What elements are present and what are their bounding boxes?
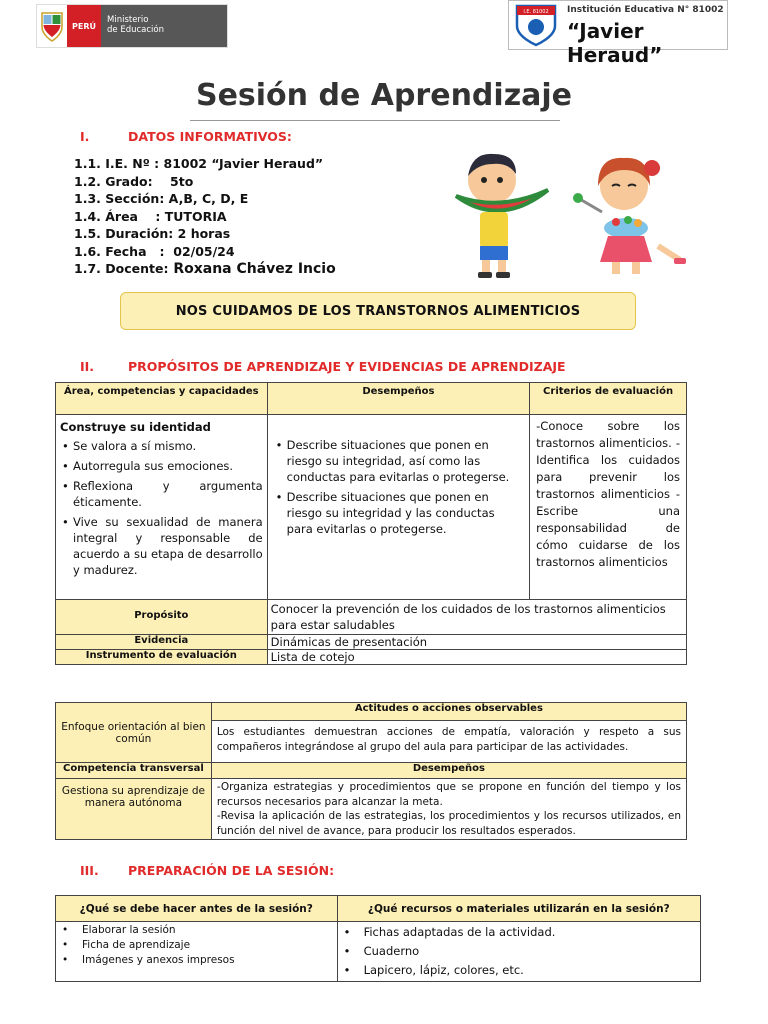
section-3-number: III. — [80, 863, 99, 878]
page-title: Sesión de Aprendizaje — [195, 78, 573, 113]
section-2-number: II. — [80, 359, 95, 374]
instrumento-label: Instrumento de evaluación — [56, 650, 268, 665]
info-grado: 1.2. Grado: 5to — [74, 173, 194, 189]
enfoque-text: Los estudiantes demuestran acciones de empatía, valoración y respeto a sus compañeros integrándose al grupo del aula para participar de las actividades. — [211, 721, 686, 763]
col-header-criterios: Criterios de evaluación — [530, 383, 687, 415]
list-item: • Se valora a sí mismo. — [60, 438, 263, 454]
col-header-desempenos: Desempeños — [267, 383, 530, 415]
proposito-value: Conocer la prevención de los cuidados de los trastornos alimenticios para estar saludables — [267, 600, 686, 635]
recursos-cell — [337, 922, 700, 982]
ministerio-line1: Ministerio — [107, 15, 149, 25]
instrumento-value: Lista de cotejo — [267, 650, 686, 665]
title-underline — [190, 120, 560, 121]
section-1-number: I. — [80, 129, 90, 144]
proposito-label: Propósito — [56, 600, 268, 635]
peru-shield-icon — [37, 5, 67, 47]
competencia-transversal: Gestiona su aprendizaje de manera autónoma — [56, 779, 212, 840]
actitudes-header: Actitudes o acciones observables — [211, 703, 686, 721]
section-1-heading — [80, 129, 292, 144]
col-header-recursos: ¿Qué recursos o materiales utilizarán en la sesión? — [337, 896, 700, 922]
info-duracion: 1.5. Duración: 2 horas — [74, 226, 231, 241]
section-2-heading — [80, 359, 566, 374]
info-seccion: 1.3. Sección: A,B, C, D, E — [74, 191, 249, 206]
capacidades-list — [60, 438, 263, 578]
competencia-transversal-header: Competencia transversal — [56, 763, 212, 779]
desempenos-cell — [267, 415, 530, 600]
competencia-title: Construye su identidad — [60, 420, 211, 434]
list-item: • Cuaderno — [338, 942, 700, 961]
list-item: • Vive su sexualidad de manera integral y responsable de acuerdo a su etapa de desarrollo y madurez. — [60, 514, 263, 578]
institucion-top-text: Institución Educativa N° 81002 — [567, 5, 724, 15]
list-item: • Describe situaciones que ponen en riesgo su integridad, así como las conductas para evitarlas o protegerse. — [274, 437, 520, 485]
docente-label: 1.7. Docente: — [74, 261, 169, 276]
shield-text: I.E. 81002 — [523, 9, 549, 15]
desempeno-2: -Revisa la aplicación de las estrategias, los procedimientos y los recursos utilizados, en función del nivel de avance, para producir los resultados esperados. — [216, 810, 681, 837]
datos-informativos — [74, 155, 336, 279]
section-2-label: PROPÓSITOS DE APRENDIZAJE Y EVIDENCIAS DE APRENDIZAJE — [128, 359, 566, 374]
list-item: • Lapicero, lápiz, colores, etc. — [338, 961, 700, 980]
criterios-cell: -Conoce sobre los trastornos alimenticios. -Identifica los cuidados para prevenir los trastornos alimenticios -Escribe una responsabilidad de cómo cuidarse de los trastornos alimenticios — [530, 415, 687, 600]
list-item: • Ficha de aprendizaje — [56, 938, 337, 953]
evidencia-value: Dinámicas de presentación — [267, 635, 686, 650]
section-3-heading — [80, 863, 334, 878]
enfoque-table — [55, 702, 687, 840]
list-item: • Imágenes y anexos impresos — [56, 953, 337, 968]
antes-list — [56, 923, 337, 968]
institucion-shield-icon — [513, 3, 559, 47]
section-1-label: DATOS INFORMATIVOS: — [128, 129, 292, 144]
institucion-name: “Javier Heraud” — [567, 19, 663, 67]
peru-label: PERÚ — [67, 5, 101, 47]
docente-name: Roxana Chávez Incio — [168, 261, 336, 277]
institucion-logo — [508, 0, 728, 67]
kids-eating-illustration — [452, 150, 692, 280]
info-area: 1.4. Área : TUTORIA — [74, 208, 227, 224]
list-item: • Describe situaciones que ponen en riesgo su integridad y las conductas para evitarlas o protegerse. — [274, 489, 520, 537]
info-docente — [74, 260, 336, 279]
info-ie: 1.1. I.E. Nº : 81002 “Javier Heraud” — [74, 156, 324, 171]
col-header-antes: ¿Qué se debe hacer antes de la sesión? — [56, 896, 338, 922]
desempenos-transversal — [211, 779, 686, 840]
session-topic-box: NOS CUIDAMOS DE LOS TRANSTORNOS ALIMENTICIOS — [120, 292, 636, 330]
antes-cell — [56, 922, 338, 982]
list-item: • Elaborar la sesión — [56, 923, 337, 938]
propositos-table — [55, 382, 687, 665]
recursos-list — [338, 923, 700, 980]
list-item: • Fichas adaptadas de la actividad. — [338, 923, 700, 942]
enfoque-label: Enfoque orientación al bien común — [56, 703, 212, 763]
ministerio-logo — [36, 4, 228, 48]
list-item: • Autorregula sus emociones. — [60, 458, 263, 474]
ministerio-line2: de Educación — [107, 25, 164, 35]
area-cell — [56, 415, 268, 600]
desempenos-list — [274, 437, 520, 537]
col-header-area: Área, competencias y capacidades — [56, 383, 268, 415]
ministerio-text — [101, 5, 227, 47]
preparacion-table — [55, 895, 701, 982]
section-3-label: PREPARACIÓN DE LA SESIÓN: — [128, 863, 335, 878]
evidencia-label: Evidencia — [56, 635, 268, 650]
list-item: • Reflexiona y argumenta éticamente. — [60, 478, 263, 510]
desempeno-1: -Organiza estrategias y procedimientos que se propone en función del tiempo y los recursos necesarios para alcanzar la meta. — [216, 781, 681, 808]
desempenos-transversal-header: Desempeños — [211, 763, 686, 779]
info-fecha: 1.6. Fecha : 02/05/24 — [74, 243, 235, 259]
